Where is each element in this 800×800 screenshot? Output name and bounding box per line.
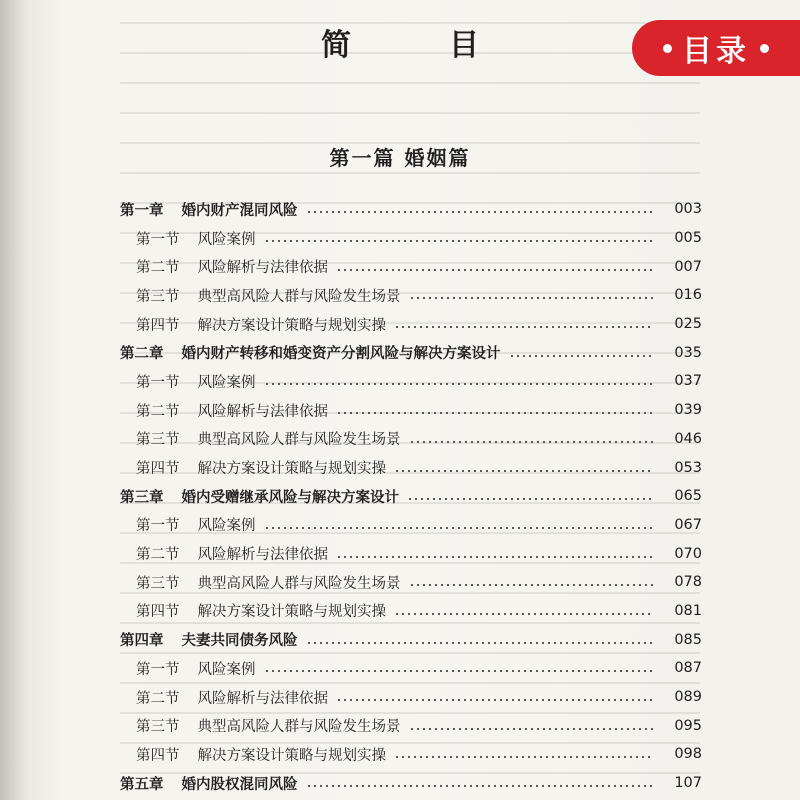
toc-entry-label: 第一节 — [136, 374, 180, 391]
toc-entry-label: 第一节 — [136, 518, 180, 535]
toc-section-row — [120, 740, 702, 769]
toc-entry-label: 第一节 — [136, 661, 180, 678]
dot-leader — [394, 613, 654, 615]
toc-entry-title: 典型高风险人群与风险发生场景 — [197, 432, 401, 449]
toc-page-number: 039 — [674, 402, 702, 419]
toc-section-row — [120, 511, 702, 540]
dot-leader — [409, 297, 655, 299]
toc-entry-title: 解决方案设计策略与规划实操 — [197, 747, 386, 764]
toc-entry-title: 婚内受赠继承风险与解决方案设计 — [181, 489, 399, 506]
toc-entry-label: 第二节 — [136, 690, 180, 707]
toc-entry-title: 典型高风险人群与风险发生场景 — [197, 575, 401, 592]
toc-entry-title: 风险解析与法律依据 — [197, 403, 328, 420]
toc-entry-label: 第四节 — [136, 604, 180, 621]
toc-entry-label: 第三节 — [136, 288, 180, 305]
dot-leader — [409, 728, 655, 730]
toc-page-number: 089 — [674, 689, 702, 706]
toc-page-number: 046 — [674, 430, 702, 447]
toc-entry-title: 解决方案设计策略与规划实操 — [197, 461, 386, 478]
toc-entry-label: 第一节 — [136, 231, 180, 248]
dot-leader — [336, 412, 654, 414]
toc-page-number: 098 — [674, 746, 702, 763]
toc-page-number: 070 — [674, 545, 702, 562]
dot-leader — [306, 785, 655, 787]
toc-entry-label: 第四章 — [120, 632, 164, 650]
toc-page-number: 016 — [674, 287, 702, 304]
toc-chapter-row — [120, 482, 702, 511]
toc-entry-label: 第四节 — [136, 747, 180, 764]
toc-entry-title: 解决方案设计策略与规划实操 — [197, 604, 386, 621]
dot-leader — [336, 269, 654, 271]
dot-leader — [306, 642, 655, 644]
page-gutter-shadow — [0, 0, 28, 800]
toc-page-number: 081 — [674, 602, 702, 619]
toc-page-number: 107 — [674, 775, 702, 792]
toc-page-number: 035 — [674, 344, 702, 361]
toc-entry-title: 典型高风险人群与风险发生场景 — [197, 288, 401, 305]
toc-entry-title: 风险案例 — [197, 231, 256, 248]
toc-entry-label: 第三节 — [136, 719, 180, 736]
toc-section-row — [120, 453, 702, 482]
toc-section-row — [120, 539, 702, 568]
toc-chapter-row — [120, 625, 702, 654]
toc-section-row — [120, 683, 702, 712]
toc-entry-title: 夫妻共同债务风险 — [181, 633, 298, 650]
toc-entry-label: 第二节 — [136, 260, 180, 277]
toc-section-row — [120, 281, 702, 310]
toc-entry-label: 第四节 — [136, 317, 180, 334]
toc-page-number: 005 — [674, 230, 702, 247]
dot-leader — [264, 670, 655, 672]
toc-page-number: 065 — [674, 488, 702, 505]
toc-entry-title: 风险案例 — [197, 518, 256, 535]
toc-section-row — [120, 654, 702, 683]
dot-leader — [264, 527, 655, 529]
toc-page-number: 067 — [674, 516, 702, 533]
toc-page-number: 025 — [674, 316, 702, 333]
toc-entry-label: 第二节 — [136, 403, 180, 420]
toc-chapter-row — [120, 769, 702, 798]
toc-section-row — [120, 252, 702, 281]
toc-section-row — [120, 310, 702, 339]
catalog-badge — [632, 20, 800, 76]
toc-page-number: 003 — [674, 201, 702, 218]
dot-leader — [394, 326, 654, 328]
toc-page-number: 037 — [674, 373, 702, 390]
toc-entry-title: 婚内财产转移和婚变资产分割风险与解决方案设计 — [181, 346, 501, 363]
part-heading: 第一篇 婚姻篇 — [329, 146, 471, 170]
toc-section-row — [120, 711, 702, 740]
dot-leader — [264, 383, 655, 385]
dot-leader — [336, 556, 654, 558]
toc-entry-title: 风险解析与法律依据 — [197, 690, 328, 707]
toc-entry-title: 风险解析与法律依据 — [197, 547, 328, 564]
toc-entry-label: 第三节 — [136, 575, 180, 592]
badge-dot-right — [760, 44, 769, 53]
toc-entry-label: 第五章 — [120, 775, 164, 793]
dot-leader — [394, 756, 654, 758]
toc-entry-title: 婚内股权混同风险 — [181, 776, 298, 793]
badge-dot-left — [663, 44, 672, 53]
dot-leader — [394, 470, 654, 472]
toc-page-number: 007 — [674, 258, 702, 275]
toc-entry-label: 第四节 — [136, 461, 180, 478]
toc-section-row — [120, 597, 702, 626]
toc-section-row — [120, 367, 702, 396]
toc-entry-title: 风险解析与法律依据 — [197, 260, 328, 277]
toc-entry-title: 婚内财产混同风险 — [181, 202, 298, 219]
dot-leader — [336, 699, 654, 701]
toc-chapter-row — [120, 195, 702, 224]
toc-entry-title: 典型高风险人群与风险发生场景 — [197, 719, 401, 736]
toc-page-number: 095 — [674, 717, 702, 734]
toc-entry-label: 第二节 — [136, 547, 180, 564]
toc-entry-label: 第一章 — [120, 201, 164, 219]
dot-leader — [264, 240, 655, 242]
toc-entry-label: 第三节 — [136, 432, 180, 449]
toc-page-number: 087 — [674, 660, 702, 677]
toc-section-row — [120, 224, 702, 253]
toc-section-row — [120, 396, 702, 425]
page-title: 简 目 — [321, 28, 513, 63]
table-of-contents — [120, 195, 702, 797]
dot-leader — [409, 584, 655, 586]
toc-page-number: 078 — [674, 574, 702, 591]
toc-entry-title: 风险案例 — [197, 661, 256, 678]
toc-section-row — [120, 568, 702, 597]
toc-page-number: 053 — [674, 459, 702, 476]
toc-entry-label: 第二章 — [120, 345, 164, 363]
toc-section-row — [120, 425, 702, 454]
badge-label: 目录 — [682, 34, 750, 69]
toc-entry-label: 第三章 — [120, 488, 164, 506]
dot-leader — [509, 355, 655, 357]
dot-leader — [306, 211, 655, 213]
toc-entry-title: 解决方案设计策略与规划实操 — [197, 317, 386, 334]
toc-entry-title: 风险案例 — [197, 374, 256, 391]
toc-page-number: 085 — [674, 631, 702, 648]
toc-chapter-row — [120, 338, 702, 367]
dot-leader — [409, 441, 655, 443]
dot-leader — [407, 498, 654, 500]
